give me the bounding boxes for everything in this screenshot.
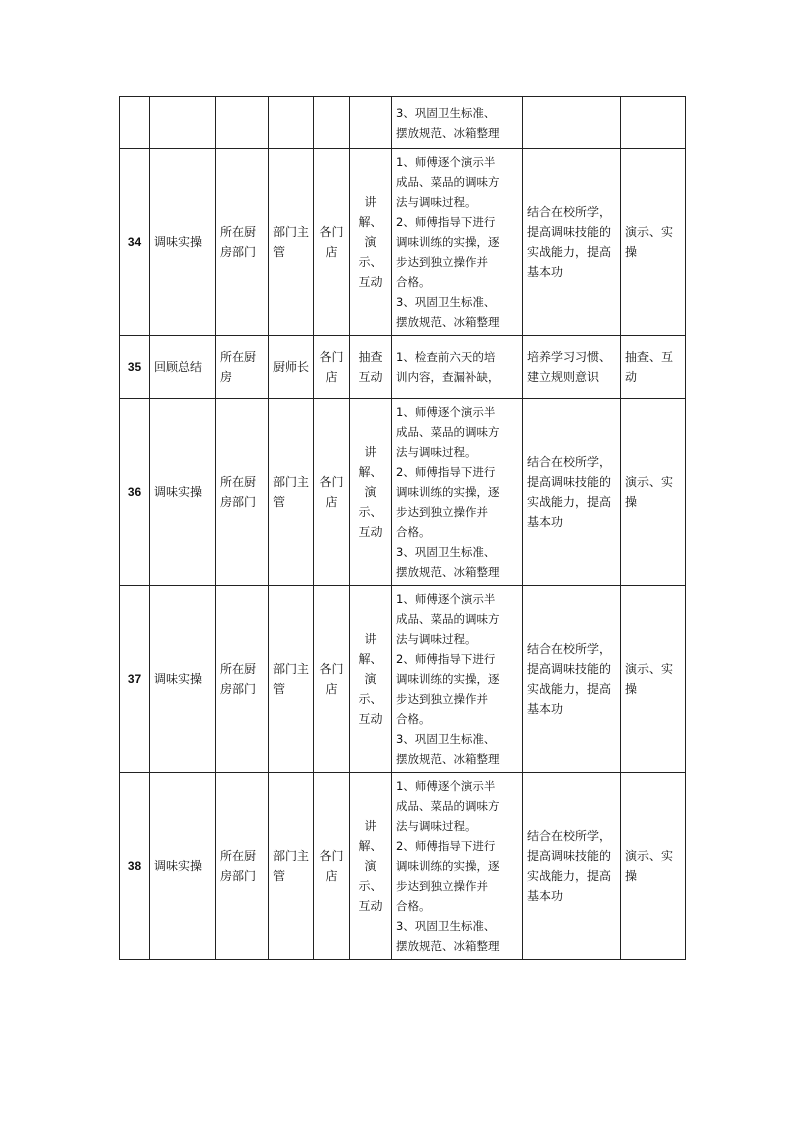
instructor: 厨师长	[269, 336, 314, 399]
content-line: 调味训练的实操，逐	[396, 859, 500, 873]
content-line: 1、师傅逐个演示半	[396, 405, 496, 419]
table-row	[120, 149, 686, 336]
content-line: 调味训练的实操，逐	[396, 672, 500, 686]
training-location: 所在厨房部门	[216, 773, 269, 960]
training-location	[216, 97, 269, 149]
content-line: 合格。	[396, 275, 431, 289]
assessment-method: 演示、实操	[621, 399, 686, 586]
training-goal: 结合在校所学，提高调味技能的实战能力，提高基本功	[523, 149, 621, 336]
venue: 各门店	[314, 149, 350, 336]
content-line: 2、师傅指导下进行	[396, 215, 496, 229]
teaching-method: 讲解、演示、互动	[350, 149, 392, 336]
training-location: 所在厨房部门	[216, 149, 269, 336]
content-line: 步达到独立操作并	[396, 879, 488, 893]
training-goal: 结合在校所学，提高调味技能的实战能力，提高基本功	[523, 399, 621, 586]
content-line: 3、巩固卫生标准、	[396, 105, 496, 120]
content-line: 合格。	[396, 899, 431, 913]
training-goal: 结合在校所学，提高调味技能的实战能力，提高基本功	[523, 586, 621, 773]
assessment-method: 演示、实操	[621, 773, 686, 960]
training-content	[392, 149, 523, 336]
content-line: 1、检查前六天的培	[396, 350, 496, 364]
teaching-method: 讲解、演示、互动	[350, 586, 392, 773]
training-topic	[150, 97, 216, 149]
teaching-method: 讲解、演示、互动	[350, 773, 392, 960]
venue	[314, 97, 350, 149]
table-row	[120, 773, 686, 960]
content-line: 1、师傅逐个演示半	[396, 779, 496, 793]
training-location: 所在厨房	[216, 336, 269, 399]
training-content	[392, 773, 523, 960]
assessment-method	[621, 97, 686, 149]
instructor: 部门主管	[269, 773, 314, 960]
content-line: 2、师傅指导下进行	[396, 839, 496, 853]
content-line: 步达到独立操作并	[396, 692, 488, 706]
venue: 各门店	[314, 586, 350, 773]
venue: 各门店	[314, 336, 350, 399]
content-line: 2、师傅指导下进行	[396, 652, 496, 666]
training-content	[392, 97, 523, 149]
venue: 各门店	[314, 773, 350, 960]
content-line: 摆放规范、冰箱整理	[396, 939, 500, 953]
content-line: 摆放规范、冰箱整理	[396, 565, 500, 579]
content-line: 1、师傅逐个演示半	[396, 155, 496, 169]
row-number: 34	[120, 149, 150, 336]
content-line: 调味训练的实操，逐	[396, 485, 500, 499]
content-line: 法与调味过程。	[396, 445, 477, 459]
assessment-method: 演示、实操	[621, 149, 686, 336]
instructor: 部门主管	[269, 149, 314, 336]
row-number	[120, 97, 150, 149]
training-schedule-table	[119, 96, 686, 960]
content-line: 法与调味过程。	[396, 195, 477, 209]
teaching-method	[350, 97, 392, 149]
content-line: 3、巩固卫生标准、	[396, 919, 496, 933]
table-row	[120, 97, 686, 149]
training-topic: 调味实操	[150, 586, 216, 773]
content-line: 3、巩固卫生标准、	[396, 732, 496, 746]
training-topic: 调味实操	[150, 149, 216, 336]
row-number: 38	[120, 773, 150, 960]
training-goal	[523, 97, 621, 149]
content-line: 摆放规范、冰箱整理	[396, 752, 500, 766]
training-topic: 回顾总结	[150, 336, 216, 399]
content-line: 法与调味过程。	[396, 632, 477, 646]
content-line: 摆放规范、冰箱整理	[396, 315, 500, 329]
row-number: 37	[120, 586, 150, 773]
table-row	[120, 586, 686, 773]
row-number: 36	[120, 399, 150, 586]
assessment-method: 演示、实操	[621, 586, 686, 773]
content-line: 合格。	[396, 712, 431, 726]
content-line: 3、巩固卫生标准、	[396, 295, 496, 309]
training-location: 所在厨房部门	[216, 586, 269, 773]
content-line: 摆放规范、冰箱整理	[396, 125, 500, 140]
content-line: 3、巩固卫生标准、	[396, 545, 496, 559]
instructor: 部门主管	[269, 586, 314, 773]
table-row	[120, 399, 686, 586]
teaching-method: 抽查互动	[350, 336, 392, 399]
training-content	[392, 399, 523, 586]
venue: 各门店	[314, 399, 350, 586]
content-line: 2、师傅指导下进行	[396, 465, 496, 479]
teaching-method: 讲解、演示、互动	[350, 399, 392, 586]
content-line: 调味训练的实操，逐	[396, 235, 500, 249]
training-goal: 结合在校所学，提高调味技能的实战能力，提高基本功	[523, 773, 621, 960]
content-line: 成品、菜品的调味方	[396, 612, 500, 626]
content-line: 成品、菜品的调味方	[396, 799, 500, 813]
table-row	[120, 336, 686, 399]
training-content	[392, 586, 523, 773]
content-line: 成品、菜品的调味方	[396, 175, 500, 189]
training-topic: 调味实操	[150, 773, 216, 960]
row-number: 35	[120, 336, 150, 399]
content-line: 训内容，查漏补缺，	[396, 370, 500, 384]
instructor	[269, 97, 314, 149]
training-content	[392, 336, 523, 399]
content-line: 合格。	[396, 525, 431, 539]
training-topic: 调味实操	[150, 399, 216, 586]
content-line: 法与调味过程。	[396, 819, 477, 833]
instructor: 部门主管	[269, 399, 314, 586]
training-goal: 培养学习习惯、建立规则意识	[523, 336, 621, 399]
content-line: 步达到独立操作并	[396, 255, 488, 269]
content-line: 成品、菜品的调味方	[396, 425, 500, 439]
training-location: 所在厨房部门	[216, 399, 269, 586]
assessment-method: 抽查、互动	[621, 336, 686, 399]
content-line: 步达到独立操作并	[396, 505, 488, 519]
content-line: 1、师傅逐个演示半	[396, 592, 496, 606]
